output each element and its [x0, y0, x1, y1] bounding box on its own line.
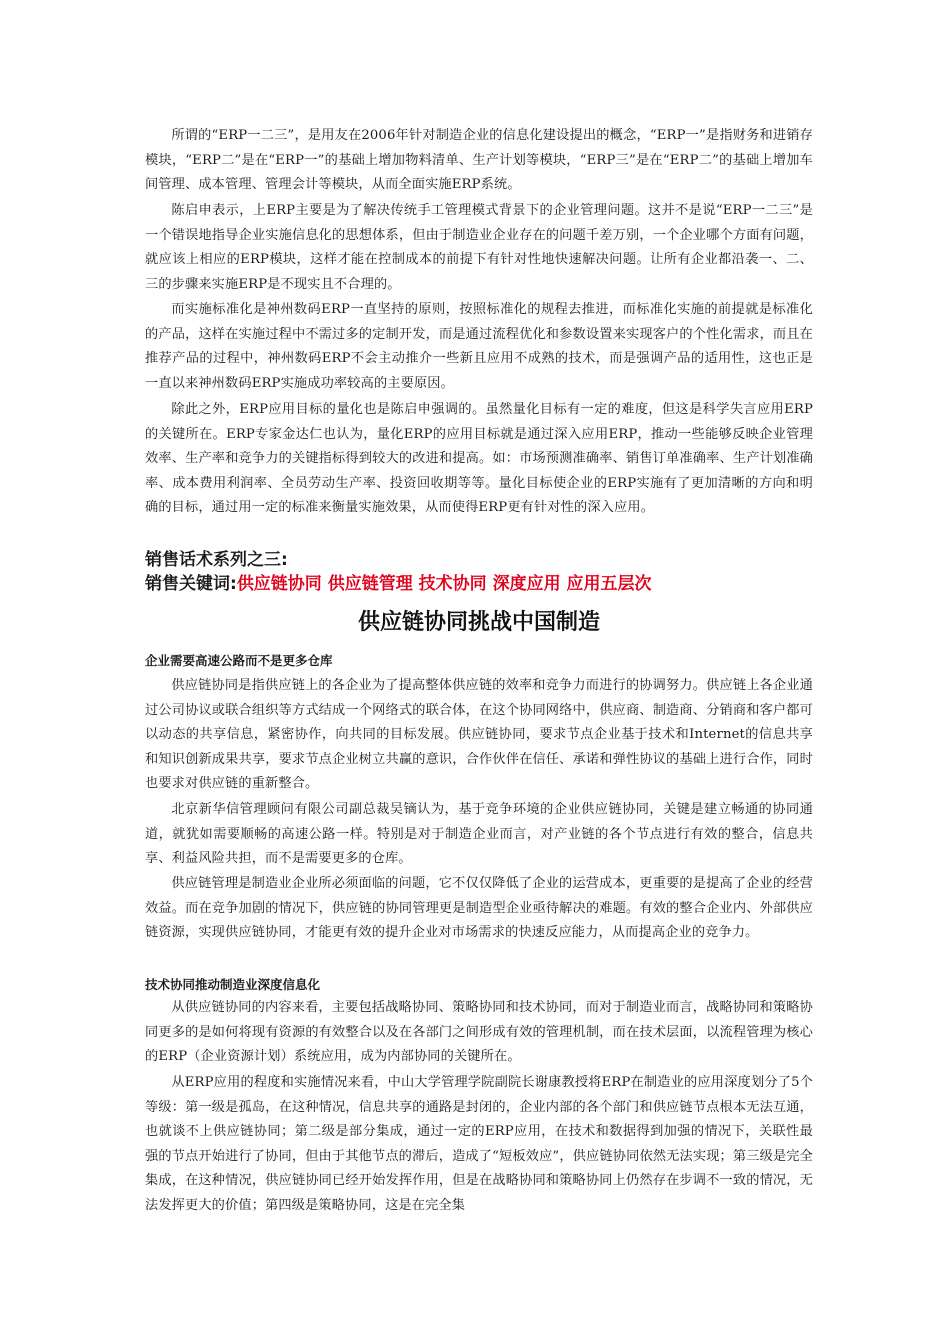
- keywords-line: [145, 573, 652, 595]
- paragraph: 供应链管理是制造业企业所必须面临的问题，它不仅仅降低了企业的运营成本，更重要的是提高了企业的经营效益。而在竞争加剧的情况下，供应链的协同管理更是制造型企业亟待解决的难题。有效的整合企业内、外部供应链资源，实现供应链协同，才能更有效的提升企业对市场需求的快速反应能力，从而提高企业的竞争力。: [145, 876, 813, 941]
- keyword: 供应链管理: [327, 574, 413, 594]
- paragraph: 北京新华信管理顾问有限公司副总裁吴镝认为，基于竞争环境的企业供应链协同，关键是建立畅通的协同通道，就犹如需要顺畅的高速公路一样。特别是对于制造企业而言，对产业链的各个节点进行有效的整合，信息共享、利益风险共担，而不是需要更多的仓库。: [145, 802, 813, 867]
- section-heading: 技术协同推动制造业深度信息化: [145, 977, 321, 992]
- paragraph: 而实施标准化是神州数码ERP一直坚持的原则，按照标准化的规程去推进，而标准化实施的前提就是标准化的产品，这样在实施过程中不需过多的定制开发，而是通过流程优化和参数设置来实现客户的个性化需求，而且在推荐产品的过程中，神州数码ERP不会主动推介一些新且应用不成熟的技术，而是强调产品的适用性，这也正是一直以来神州数码ERP实施成功率较高的主要原因。: [145, 302, 813, 391]
- paragraph: 所谓的“ERP一二三”，是用友在2006年针对制造企业的信息化建设提出的概念，“ERP一”是指财务和进销存模块，“ERP二”是在“ERP一”的基础上增加物料清单、生产计划等模块，“ERP三”是在“ERP二”的基础上增加车间管理、成本管理、管理会计等模块，从而全面实施ERP系统。: [145, 128, 813, 193]
- paragraph: 除此之外，ERP应用目标的量化也是陈启申强调的。虽然量化目标有一定的难度，但这是科学失言应用ERP的关键所在。ERP专家金达仁也认为，量化ERP的应用目标就是通过深入应用ERP，推动一些能够反映企业管理效率、生产率和竞争力的关键指标得到较大的改进和提高。如：市场预测准确率、销售订单准确率、生产计划准确率、成本费用利润率、全员劳动生产率、投资回收期等等。量化目标使企业的ERP实施有了更加清晰的方向和明确的目标，通过用一定的标准来衡量实施效果，从而使得ERP更有针对性的深入应用。: [145, 402, 813, 516]
- section-heading: 企业需要高速公路而不是更多仓库: [145, 653, 333, 668]
- keyword: 供应链协同: [236, 574, 322, 594]
- keyword: 技术协同: [418, 574, 487, 594]
- article-title: 供应链协同挑战中国制造: [357, 610, 600, 635]
- paragraph: 陈启申表示，上ERP主要是为了解决传统手工管理模式背景下的企业管理问题。这并不是说“ERP一二三”是一个错误地指导企业实施信息化的思想体系，但由于制造业企业存在的问题千差万别，一个企业哪个方面有问题，就应该上相应的ERP模块，这样才能在控制成本的前提下有针对性地快速解决问题。让所有企业都沿袭一、二、三的步骤来实施ERP是不现实且不合理的。: [145, 203, 813, 292]
- series-title: 销售话术系列之三:: [145, 550, 288, 570]
- keyword: 应用五层次: [566, 574, 652, 594]
- paragraph: 供应链协同是指供应链上的各企业为了提高整体供应链的效率和竞争力而进行的协调努力。供应链上各企业通过公司协议或联合组织等方式结成一个网络式的联合体，在这个协同网络中，供应商、制造商、分销商和客户都可以动态的共享信息，紧密协作，向共同的目标发展。供应链协同，要求节点企业基于技术和Internet的信息共享和知识创新成果共享，要求节点企业树立共赢的意识，合作伙伴在信任、承诺和弹性协议的基础上进行合作，同时也要求对供应链的重新整合。: [145, 678, 813, 792]
- paragraph: 从供应链协同的内容来看，主要包括战略协同、策略协同和技术协同，而对于制造业而言，战略协同和策略协同更多的是如何将现有资源的有效整合以及在各部门之间形成有效的管理机制，而在技术层面，以流程管理为核心的ERP（企业资源计划）系统应用，成为内部协同的关键所在。: [145, 1000, 813, 1065]
- keyword: 深度应用: [492, 574, 561, 594]
- paragraph: 从ERP应用的程度和实施情况来看，中山大学管理学院副院长谢康教授将ERP在制造业的应用深度划分了5个等级：第一级是孤岛，在这种情况，信息共享的通路是封闭的，企业内部的各个部门和供应链节点根本无法互通，也就谈不上供应链协同；第二级是部分集成，通过一定的ERP应用，在技术和数据得到加强的情况下，关联性最强的节点开始进行了协同，但由于其他节点的滞后，造成了“短板效应”，供应链协同依然无法实现；第三级是完全集成，在这种情况，供应链协同已经开始发挥作用，但是在战略协同和策略协同上仍然存在步调不一致的情况，无法发挥更大的价值；第四级是策略协同，这是在完全集: [145, 1075, 813, 1213]
- keywords-label: 销售关键词:: [145, 574, 237, 594]
